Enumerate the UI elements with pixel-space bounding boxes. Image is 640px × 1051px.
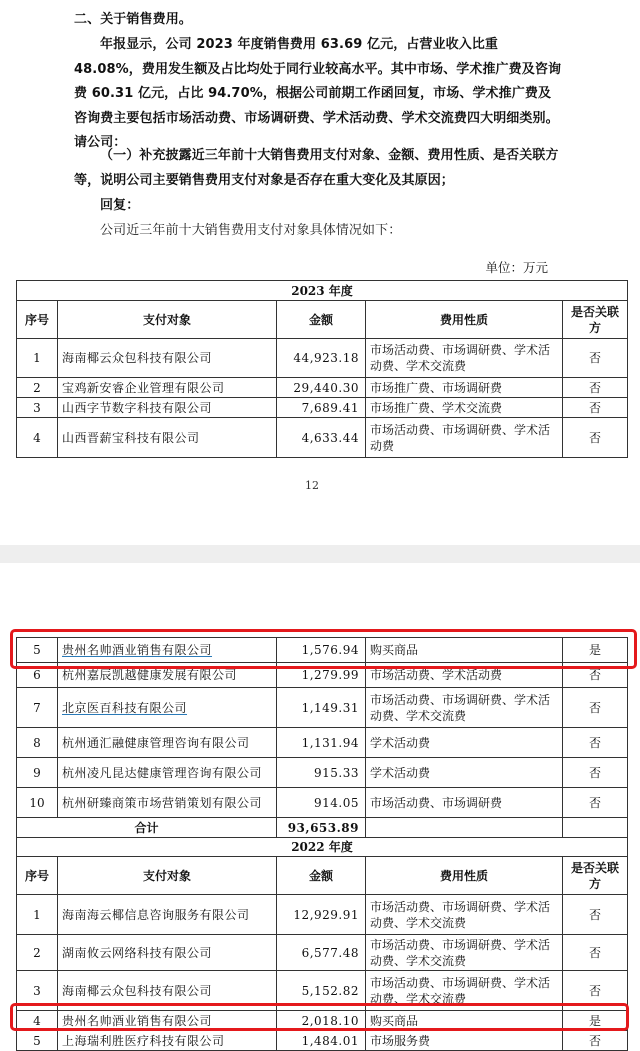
cell-nature: 市场活动费、市场调研费、学术活动费、学术交流费 [366, 935, 563, 971]
cell-payee: 贵州名帅酒业销售有限公司 [58, 1011, 277, 1031]
cell-nature: 市场活动费、市场调研费 [366, 788, 563, 818]
document-page-13 [0, 563, 640, 1050]
cell-amount: 44,923.18 [277, 339, 366, 378]
header-related: 是否关联方 [563, 301, 628, 339]
question-paragraph: 年报显示，公司 2023 年度销售费用 63.69 亿元，占营业收入比重 48.08%，费用发生额及占比均处于同行业较高水平。其中市场、学术推广费及咨询费 60.31 亿元，占比 94.70%，根据公司前期工作函回复，市场、学术推广费及咨询费主要包括市场活动费、市场调研费、学术活动费、学术交流费四大明细类别。请公司： [74, 37, 562, 151]
cell-seq: 3 [17, 398, 58, 418]
cell-related: 是 [563, 638, 628, 663]
year-header-2022: 2022 年度 [17, 838, 628, 857]
unit-label: 单位：万元 [485, 260, 548, 275]
table-row [17, 971, 628, 1011]
cell-seq: 2 [17, 378, 58, 398]
table-row [17, 378, 628, 398]
cell-empty [563, 818, 628, 838]
cell-payee: 杭州凌凡昆达健康管理咨询有限公司 [58, 758, 277, 788]
cell-related: 是 [563, 1011, 628, 1031]
cell-related: 否 [563, 378, 628, 398]
cell-related: 否 [563, 758, 628, 788]
cell-nature: 市场活动费、市场调研费、学术活动费 [366, 418, 563, 458]
cell-seq: 1 [17, 895, 58, 935]
cell-amount: 915.33 [277, 758, 366, 788]
cell-amount: 6,577.48 [277, 935, 366, 971]
sub-question: （一）补充披露近三年前十大销售费用支付对象、金额、费用性质、是否关联方等，说明公司主要销售费用支付对象是否存在重大变化及其原因； [74, 148, 559, 188]
table-row [17, 418, 628, 458]
cell-related: 否 [563, 728, 628, 758]
cell-seq: 1 [17, 339, 58, 378]
cell-payee [58, 638, 277, 663]
total-label: 合计 [17, 818, 277, 838]
cell-nature: 购买商品 [366, 1011, 563, 1031]
cell-related: 否 [563, 663, 628, 688]
table-row [17, 1031, 628, 1051]
cell-payee: 海南海云椰信息咨询服务有限公司 [58, 895, 277, 935]
cell-payee: 海南椰云众包科技有限公司 [58, 339, 277, 378]
table-row-highlighted [17, 638, 628, 663]
expense-table-2023-part1 [16, 280, 628, 458]
cell-related: 否 [563, 935, 628, 971]
total-amount: 93,653.89 [277, 818, 366, 838]
cell-seq: 5 [17, 1031, 58, 1051]
cell-payee: 杭州研臻商策市场营销策划有限公司 [58, 788, 277, 818]
header-payee: 支付对象 [58, 301, 277, 339]
header-amount: 金额 [277, 301, 366, 339]
cell-amount: 29,440.30 [277, 378, 366, 398]
cell-amount: 1,131.94 [277, 728, 366, 758]
header-payee: 支付对象 [58, 857, 277, 895]
cell-seq: 3 [17, 971, 58, 1011]
cell-seq: 9 [17, 758, 58, 788]
cell-payee: 山西晋薪宝科技有限公司 [58, 418, 277, 458]
expense-table-continued [16, 637, 628, 1051]
table-row [17, 728, 628, 758]
table-row-highlighted [17, 1011, 628, 1031]
header-nature: 费用性质 [366, 301, 563, 339]
cell-nature: 市场活动费、市场调研费、学术活动费、学术交流费 [366, 688, 563, 728]
header-seq: 序号 [17, 301, 58, 339]
section-title: 二、关于销售费用。 [74, 12, 192, 27]
table-header-row [17, 301, 628, 339]
cell-related: 否 [563, 398, 628, 418]
cell-nature: 学术活动费 [366, 728, 563, 758]
cell-related: 否 [563, 1031, 628, 1051]
cell-amount: 7,689.41 [277, 398, 366, 418]
cell-related: 否 [563, 971, 628, 1011]
table-row [17, 758, 628, 788]
cell-seq: 8 [17, 728, 58, 758]
table-row [17, 339, 628, 378]
cell-amount: 1,484.01 [277, 1031, 366, 1051]
cell-payee: 湖南攸云网络科技有限公司 [58, 935, 277, 971]
cell-nature: 市场活动费、学术活动费 [366, 663, 563, 688]
cell-amount: 4,633.44 [277, 418, 366, 458]
cell-seq: 6 [17, 663, 58, 688]
cell-nature: 市场活动费、市场调研费、学术活动费、学术交流费 [366, 339, 563, 378]
cell-related: 否 [563, 788, 628, 818]
table-row [17, 935, 628, 971]
payee-link-text: 北京医百科技有限公司 [62, 700, 188, 715]
table-row [17, 663, 628, 688]
cell-payee: 上海瑞利胜医疗科技有限公司 [58, 1031, 277, 1051]
cell-seq: 4 [17, 418, 58, 458]
cell-related: 否 [563, 895, 628, 935]
cell-related: 否 [563, 339, 628, 378]
table-row [17, 398, 628, 418]
cell-payee: 杭州嘉辰凯越健康发展有限公司 [58, 663, 277, 688]
cell-amount: 1,576.94 [277, 638, 366, 663]
page-number: 12 [305, 479, 319, 492]
header-nature: 费用性质 [366, 857, 563, 895]
cell-amount: 1,149.31 [277, 688, 366, 728]
cell-payee: 山西字节数字科技有限公司 [58, 398, 277, 418]
cell-seq: 4 [17, 1011, 58, 1031]
cell-nature: 市场服务费 [366, 1031, 563, 1051]
cell-seq: 7 [17, 688, 58, 728]
cell-payee: 海南椰云众包科技有限公司 [58, 971, 277, 1011]
table-row [17, 688, 628, 728]
reply-intro: 公司近三年前十大销售费用支付对象具体情况如下： [100, 223, 402, 238]
header-amount: 金额 [277, 857, 366, 895]
cell-seq: 5 [17, 638, 58, 663]
payee-link-text: 贵州名帅酒业销售有限公司 [62, 643, 213, 657]
cell-related: 否 [563, 688, 628, 728]
header-related: 是否关联方 [563, 857, 628, 895]
year-header-2023: 2023 年度 [17, 281, 628, 301]
cell-nature: 购买商品 [366, 638, 563, 663]
cell-nature: 市场推广费、学术交流费 [366, 398, 563, 418]
cell-seq: 2 [17, 935, 58, 971]
cell-empty [366, 818, 563, 838]
cell-nature: 市场活动费、市场调研费、学术活动费、学术交流费 [366, 895, 563, 935]
header-seq: 序号 [17, 857, 58, 895]
table-header-row [17, 857, 628, 895]
cell-payee: 宝鸡新安睿企业管理有限公司 [58, 378, 277, 398]
cell-amount: 12,929.91 [277, 895, 366, 935]
total-row [17, 818, 628, 838]
table-row [17, 895, 628, 935]
cell-amount: 2,018.10 [277, 1011, 366, 1031]
page-separator [0, 545, 640, 563]
cell-payee [58, 688, 277, 728]
reply-label: 回复： [100, 198, 140, 213]
cell-nature: 市场推广费、市场调研费 [366, 378, 563, 398]
cell-nature: 市场活动费、市场调研费、学术活动费、学术交流费 [366, 971, 563, 1011]
cell-amount: 5,152.82 [277, 971, 366, 1011]
cell-amount: 914.05 [277, 788, 366, 818]
cell-seq: 10 [17, 788, 58, 818]
table-row [17, 788, 628, 818]
cell-amount: 1,279.99 [277, 663, 366, 688]
cell-payee: 杭州通汇融健康管理咨询有限公司 [58, 728, 277, 758]
cell-nature: 学术活动费 [366, 758, 563, 788]
cell-related: 否 [563, 418, 628, 458]
